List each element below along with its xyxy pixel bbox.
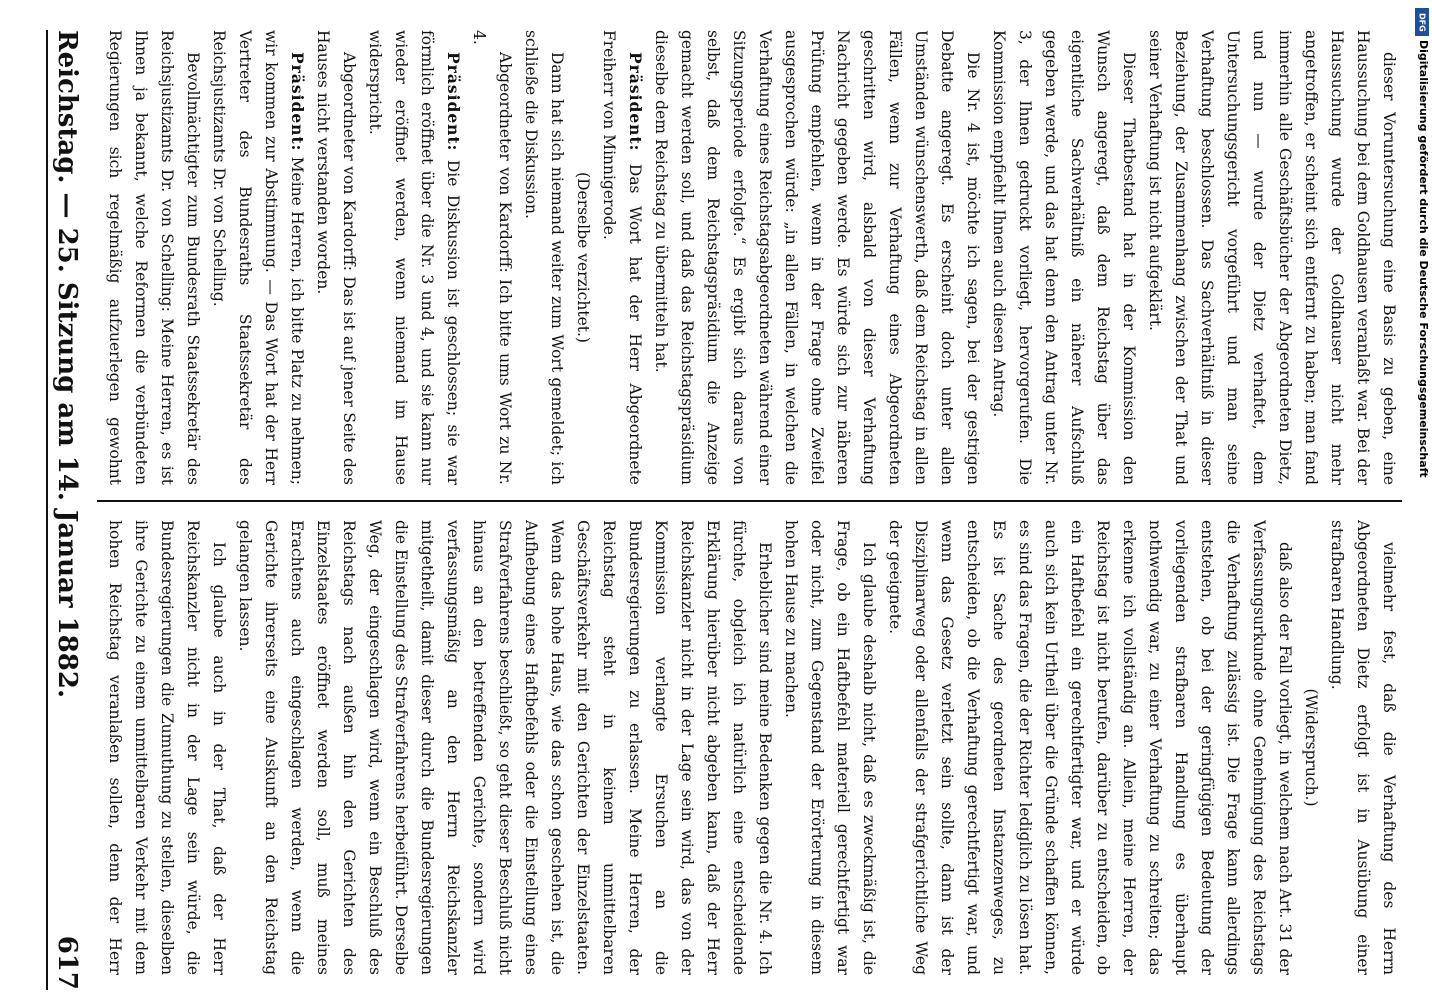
column-divider — [97, 500, 1402, 502]
paragraph — [97, 30, 206, 485]
paragraph — [310, 30, 362, 485]
paragraph — [1142, 30, 1402, 485]
paragraph-text: (Derselbe verzichtet.) — [574, 172, 592, 343]
page-header — [46, 30, 82, 990]
paragraph — [596, 30, 648, 485]
paragraph — [232, 520, 778, 975]
paragraph — [648, 30, 986, 485]
paragraph-text: Dieser Thatbestand hat in der Kommission den Wunsch angeregt, daß dem Reichstag über das eigentliche Sachverhältniß ein näherer Aufschluß gegeben werde, und das hat denn den Antrag unter Nr. 3, der Ihnen gedruckt vorliegt, hervorgerufen. Die Kommission empfiehlt Ihnen auch diesen Antrag. — [990, 30, 1138, 485]
paragraph-text: daß also der Fall vorliegt, in welchem nach Art. 31 der Verfassungsurkunde ohne Genehmigung des Reichstags die Verhaftung zulässig ist. Die Frage kann allerdings entstehen, ob bei der geringfügigen Bedeutung der vorliegenden strafbaren Handlung es überhaupt nothwendig war, zu einer Verhaftung zu schreiten; das erkenne ich vollständig an. Allein, meine Herren, der Reichstag ist nicht berufen, darüber zu entscheiden, ob ein Haftbefehl ein gerechtfertigter war, und er würde auch sich kein Urtheil über die Gründe schaffen können, es sind das Fragen, die der Richter lediglich zu lösen hat. Es ist Sache des geordneten Instanzenweges, zu entscheiden, ob die Verhaftung gerechtfertigt war, und wenn das Gesetz verletzt sein sollte, dann ist der Disziplinarweg oder allenfalls der strafgerichtliche Weg der geeignete. — [886, 520, 1294, 975]
speaker-name: Präsident: — [626, 52, 645, 152]
speaker-name: Präsident: — [444, 52, 463, 152]
paragraph-text: Erheblicher sind meine Bedenken gegen die Nr. 4. Ich fürchte, obgleich ich natürlich eine entscheidende Erklärung hierüber nicht abgeben kann, daß der Herr Reichskanzler nicht in der Lage sein wird, das von der Kommission verlangte Ersuchen an die Bundesregierungen zu erlassen. Meine Herren, der Reichstag steht in keinem unmittelbaren Geschäftsverkehr mit den Gerichten der Einzelstaaten. Wenn das hohe Haus, wie das schon geschehen ist, die Aufhebung eines Haftbefehls oder die Einstellung eines Strafverfahrens beschließt, so geht dieser Beschluß nicht hinaus an den betreffenden Gerichte, sondern wird verfassungsmäßig an den Herrn Reichskanzler mitgetheilt, damit dieser durch die Bundesregierungen die Einstellung des Strafverfahrens herbeiführt. Derselbe Weg, der eingeschlagen wird, wenn ein Beschluß des Reichstags nach außen hin den Gerichten des Einzelstaates eröffnet werden soll, muß meines Erachtens auch eingeschlagen werden, wenn die Gerichte ihrerseits eine Auskunft an den Reichstag gelangen lassen. — [236, 520, 774, 975]
paragraph-text: vielmehr fest, daß die Verhaftung des Herrn Abgeordneten Dietz erfolgt ist in Ausübung einer strafbaren Handlung. — [1328, 520, 1398, 975]
paragraph — [1324, 520, 1402, 975]
paragraph — [466, 30, 518, 485]
paragraph — [986, 30, 1142, 485]
paragraph-text: Die Diskussion ist geschlossen; sie war förmlich eröffnet über die Nr. 3 und 4, und sie kann nur wieder eröffnet werden, wenn niemand im Hause widerspricht. — [366, 30, 462, 485]
paragraph — [570, 30, 596, 485]
paragraph — [362, 30, 466, 485]
speaker-name: Präsident: — [288, 52, 307, 152]
paragraph-text: Das Wort hat der Herr Abgeordnete Freiherr von Minnigerode. — [600, 30, 644, 485]
page-header-title: Reichstag. — 25. Sitzung am 14. Januar 1882. — [52, 30, 82, 699]
paragraph — [206, 30, 310, 485]
paragraph — [97, 520, 232, 975]
page-number: 617 — [52, 935, 82, 990]
paragraph-text: Die Nr. 4 ist, möchte ich sagen, bei der gestrigen Debatte angeregt. Es erscheint doch unter allen Umständen wünschenswerth, daß dem Reichstag in allen Fällen, wenn zur Verhaftung eines Abgeordneten geschritten wird, alsbald von dieser Verhaftung Nachricht gegeben werde. Es würde sich zur näheren Prüfung empfehlen, wenn in der Frage ohne Zweifel ausgesprochen würde: „in allen Fällen, in welchen die Verhaftung eines Reichstagsabgeordneten während einer Sitzungsperiode erfolgte.“ Es ergibt sich daraus von selbst, daß dem Reichstagspräsidium die Anzeige gemacht werden soll, und daß das Reichstagspräsidium dieselbe dem Reichstag zu übermitteln hat. — [652, 30, 982, 485]
left-text-column — [97, 30, 1402, 485]
paragraph-text: Abgeordneter von Kardorff: Ich bitte ums Wort zu Nr. 4. — [470, 30, 514, 485]
right-text-column — [97, 520, 1402, 975]
digitization-credit-bar — [1410, 0, 1432, 1000]
paragraph — [882, 520, 1298, 975]
paragraph-text: (Widerspruch.) — [1302, 688, 1320, 807]
paragraph-text: Abgeordneter von Kardorff: Das ist auf jener Seite des Hauses nicht verstanden worden. — [314, 30, 358, 485]
paragraph-text: dieser Voruntersuchung eine Basis zu geben, eine Haussuchung bei dem Goldhausen veranlaßt war. Bei der Haussuchung wurde der Goldhauser nicht mehr angetroffen, er scheint sich entfernt zu haben; man fand immerhin alle Geschäftsbücher der Abgeordneten Dietz, und nun — wurde der Dietz verhaftet, dem Untersuchungsgericht vorgeführt und man seine Verhaftung beschlossen. Das Sachverhältniß in dieser Beziehung, der Zusammenhang zwischen der That und seiner Verhaftung ist nicht aufgeklärt. — [1146, 30, 1398, 485]
digitization-credit-text: Digitalisierung gefördert durch die Deutsche Forschungsgemeinschaft — [1417, 40, 1430, 478]
paragraph-text: Meine Herren, ich bitte Platz zu nehmen; wir kommen zur Abstimmung. — Das Wort hat der Herr Vertreter des Bundesraths Staatssekretär des Reichsjustizamts Dr. von Schelling. — [210, 30, 306, 485]
dfg-logo: DFG — [1415, 8, 1429, 36]
paragraph-text: Ich glaube deshalb nicht, daß es zweckmäßig ist, die Frage, ob ein Haftbefehl materiell gerechtfertigt war oder nicht, zum Gegenstand der Erörterung in diesem hohen Hause zu machen. — [782, 520, 878, 975]
paragraph-text: Dann hat sich niemand weiter zum Wort gemeldet; ich schließe die Diskussion. — [522, 30, 566, 485]
paragraph-text: Ich glaube auch in der That, daß der Herr Reichskanzler nicht in der Lage sein würde, die Bundesregierungen die Zumuthung zu stellen, dieselben ihre Gerichte zu einem unmittelbaren Verkehr mit dem hohen Reichstag veranlaßen sollen, denn der Herr — [106, 520, 228, 975]
paragraph — [518, 30, 570, 485]
paragraph — [778, 520, 882, 975]
paragraph — [1298, 520, 1324, 975]
paragraph-text: Bevollmächtigter zum Bundesrath Staatssekretär des Reichsjustizamts Dr. von Schelling: Meine Herren, es ist Ihnen ja bekannt, welche Reformen die verbündeten Regierungen sich regelmäßig aufzuerlegen gewohnt — [106, 30, 202, 485]
